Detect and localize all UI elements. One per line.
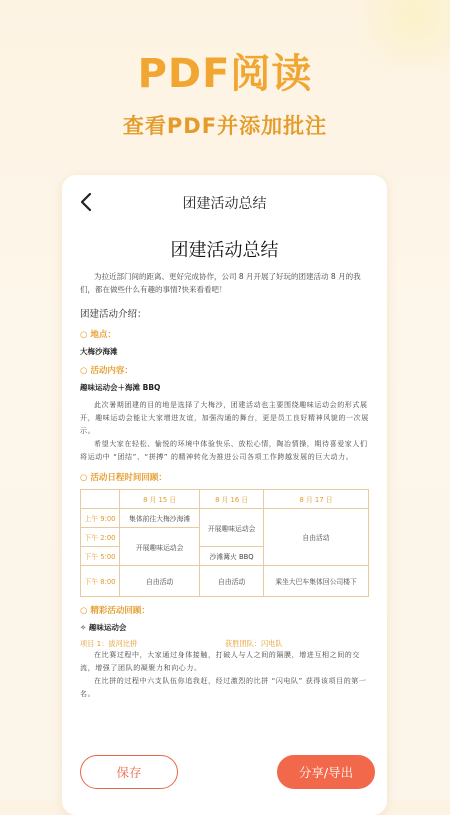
table-cell: 乘坐大巴车集体回公司楼下 [264, 566, 369, 597]
schedule-table [80, 489, 369, 597]
paragraph-3: 在比赛过程中，大家通过身体接触，打破人与人之间的隔膜，增进互相之间的交流，增强了团队的凝聚力和向心力。 [80, 651, 360, 672]
location-value: 大梅沙海滩 [80, 347, 118, 356]
winning-team-label: 获胜团队：闪电队 [225, 639, 283, 648]
table-cell: 沙滩篝火 BBQ [200, 547, 264, 566]
intro-paragraph: 为拉近部门间的距离、更好完成协作，公司 8 月开展了好玩的团建活动 8 月的我们，都在做些什么有趣的事情?快来看看吧！ [80, 272, 361, 294]
table-cell: 自由活动 [120, 566, 200, 597]
table-cell: 开展趣味运动会 [120, 528, 200, 566]
hero-subtitle: 查看PDF并添加批注 [122, 114, 328, 138]
time-cell: 下午 5:00 [81, 547, 120, 566]
topbar-title: 团建活动总结 [182, 196, 267, 212]
save-button[interactable]: 保存 [80, 755, 178, 789]
table-row [81, 566, 369, 597]
table-header-row [81, 490, 369, 509]
time-cell: 下午 2:00 [81, 528, 120, 547]
table-header: 8 月 17 日 [264, 490, 369, 509]
paragraph-4: 在比拼的过程中六支队伍你追我赶，经过激烈的比拼 “闪电队” 获得该项目的第一名。 [80, 677, 367, 698]
time-cell: 下午 8:00 [81, 566, 120, 597]
project-label: 项目 1：拔河比拼 [80, 639, 138, 648]
highlight-item: ✧ 趣味运动会 [80, 623, 127, 632]
schedule-heading: ○ 活动日程时间回顾： [80, 473, 167, 483]
content-value: 趣味运动会＋海滩 BBQ [80, 383, 161, 392]
document-title: 团建活动总结 [170, 240, 279, 261]
top-bar [62, 175, 387, 230]
table-corner [81, 490, 120, 509]
highlights-heading: ○ 精彩活动回顾： [80, 606, 150, 616]
table-header: 8 月 16 日 [200, 490, 264, 509]
table-cell: 开展趣味运动会 [200, 509, 264, 547]
document-viewer [62, 175, 387, 815]
table-cell: 集体前往大梅沙海滩 [120, 509, 200, 528]
pdf-page [62, 236, 387, 701]
hero-title: PDF阅读 [137, 51, 313, 97]
content-heading: ○ 活动内容： [80, 366, 133, 376]
table-header: 8 月 15 日 [120, 490, 200, 509]
section-intro-heading: 团建活动介绍： [80, 309, 147, 320]
time-cell: 上午 9:00 [81, 509, 120, 528]
location-heading: ○ 地点： [80, 330, 116, 340]
project-row [80, 639, 369, 649]
table-cell: 自由活动 [264, 509, 369, 566]
paragraph-1: 此次暑期团建的目的地是选择了大梅沙，团建活动也主要围绕趣味运动会的形式展开，趣味运动会能让大家增进友谊，加强沟通的舞台，更是员工良好精神风貌的一次展示。 [80, 401, 369, 435]
share-export-button[interactable]: 分享/导出 [277, 755, 375, 789]
table-row [81, 509, 369, 528]
table-cell: 自由活动 [200, 566, 264, 597]
paragraph-2: 希望大家在轻松、愉悦的环境中体验快乐、放松心情，陶冶情操，期待喜爱家人们将运动中 “团结”、“拼搏” 的精神转化为推进公司各项工作跨越发展的巨大动力。 [80, 440, 368, 461]
